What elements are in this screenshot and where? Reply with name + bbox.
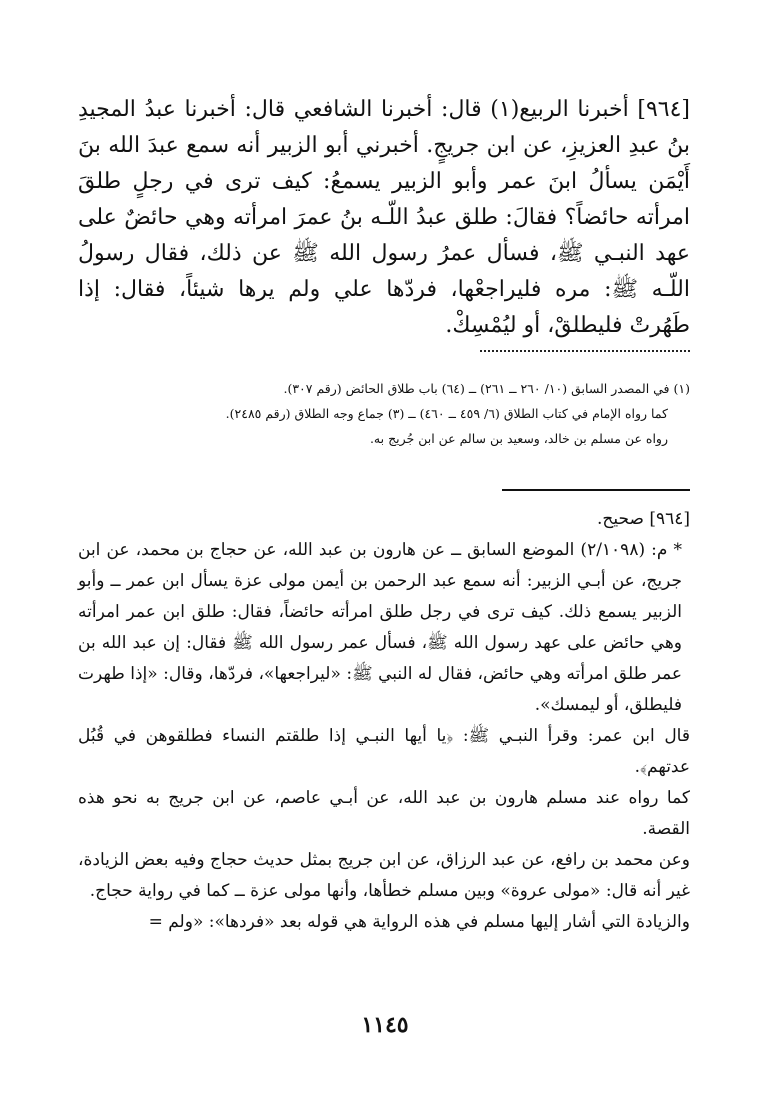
commentary-paragraph-2: قال ابن عمر: وقرأ النبـي ﷺ: ﴿يا أيها النبـي إذا طلقتم النساء فطلقوهن في قُبُل عدتهم﴾. [78,726,690,777]
commentary-paragraph-1 [78,535,690,721]
page-number: ١١٤٥ [361,1012,409,1038]
commentary-divider [502,489,690,491]
commentary-paragraph-4: وعن محمد بن رافع، عن عبد الرزاق، عن ابن جريج بمثل حديث حجاج وفيه بعض الزيادة، غير أنه قال: «مولى عروة» وبين مسلم خطأها، وأنها مولى عزة ــ كما في رواية حجاج. [78,850,690,901]
commentary-paragraph-1-text: م: (٢/١٠٩٨) الموضع السابق ــ عن هارون بن عبد الله، عن حجاج بن محمد، عن ابن جريج، عن أبـي الزبير: أنه سمع عبد الرحمن بن أيمن مولى عزة يسأل ابن عمر ــ وأبو الزبير يسمع ذلك. كيف ترى في رجل طلق امرأته حائضاً، فقال: طلق ابن عمر امرأته وهي حائض على عهد رسول الله ﷺ، فسأل عمر رسول الله ﷺ فقال: إن عبد الله بن عمر طلق امرأته وهي حائض، فقال له النبي ﷺ: «ليراجعها»، فردّها، وقال: «إذا طهرت فليطلق، أو ليمسك». [78,540,682,715]
footnote-separator [480,350,690,352]
star-marker: * [673,540,682,560]
footnote-line-2: كما رواه الإمام في كتاب الطلاق (٦/ ٤٥٩ ــ ٤٦٠) ــ (٣) جماع وجه الطلاق (رقم ٢٤٨٥). [225,406,668,421]
footnote-1: (١) في المصدر السابق (١٠/ ٢٦٠ ــ ٢٦١) ــ (٦٤) باب طلاق الحائض (رقم ٣٠٧). [283,381,690,396]
commentary-section [78,504,690,938]
hadith-paragraph: [٩٦٤] أخبرنا الربيع(١) قال: أخبرنا الشافعي قال: أخبرنا عبدُ المجيدِ بنُ عبدِ العزيزِ، عن ابن جريجٍ. أخبرني أبو الزبير أنه سمع عبدَ الله بنَ أَيْمَن يسألُ ابنَ عمر وأبو الزبير يسمعُ: كيف ترى في رجلٍ طلقَ امرأته حائضاً؟ فقالَ: طلق عبدُ اللّـه بنُ عمرَ امرأته وهي حائضٌ على عهد النبـي ﷺ، فسأل عمرُ رسول الله ﷺ عن ذلك، فقال رسولُ اللّـه ﷺ: مره فليراجعْها، فردّها علي ولم يرها شيئاً، فقال: إذا طَهُرتْ فليطلقْ، أو ليُمْسِكْ. [78,97,690,338]
hadith-text [78,92,690,344]
commentary-paragraph-5: والزيادة التي أشار إليها مسلم في هذه الرواية هي قوله بعد «فردها»: «ولم = [148,912,690,932]
footnotes [78,376,690,451]
footnote-line-3: رواه عن مسلم بن خالد، وسعيد بن سالم عن ابن جُريج به. [369,431,668,446]
commentary-paragraph-3: كما رواه عند مسلم هارون بن عبد الله، عن أبـي عاصم، عن ابن جريج به نحو هذه القصة. [78,788,690,839]
commentary-heading: [٩٦٤] صحيح. [597,509,690,529]
